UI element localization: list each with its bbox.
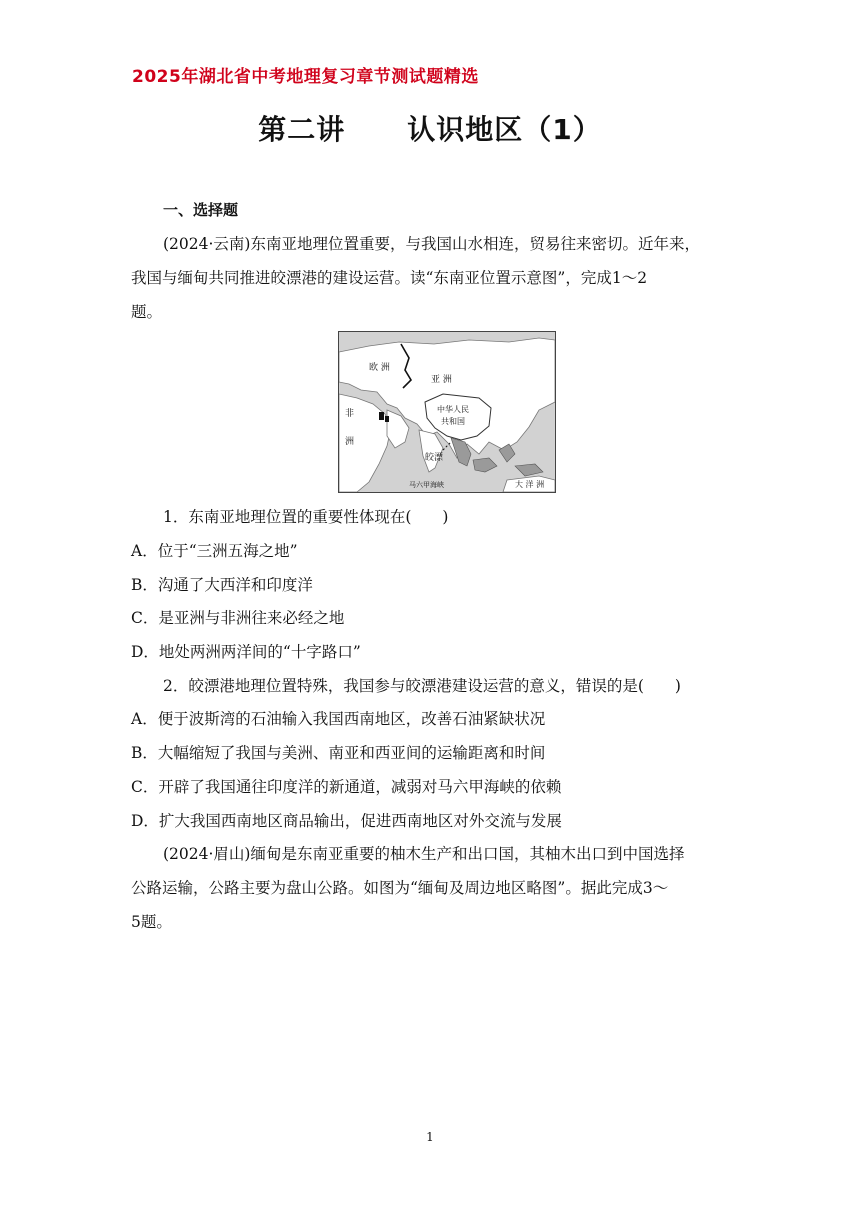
intro2-line3: 5题。 [131,913,172,931]
map-label-malacca: 马六甲海峡 [409,481,444,489]
intro1-line1: (2024·云南)东南亚地理位置重要，与我国山水相连，贸易往来密切。近年来， [163,235,700,253]
q1-option-a: A．位于“三洲五海之地” [131,542,298,560]
map-label-africa-2: 洲 [345,437,355,447]
map-label-asia: 亚 洲 [431,375,452,385]
intro1-line3: 题。 [131,303,163,321]
page-number: 1 [426,1130,434,1144]
lecture-topic: 认识地区（1） [407,113,602,146]
document-header: 2025年湖北省中考地理复习章节测试题精选 [132,67,479,87]
lecture-number: 第二讲 [258,113,346,146]
q1-option-b: B．沟通了大西洋和印度洋 [131,576,313,594]
map-label-kyaukphyu: 皎漂 [425,453,444,463]
intro2-line1: (2024·眉山)缅甸是东南亚重要的柚木生产和出口国，其柚木出口到中国选择 [163,845,685,863]
intro1-line2: 我国与缅甸共同推进皎漂港的建设运营。读“东南亚位置示意图”，完成1～2 [131,269,648,287]
q1-option-c: C．是亚洲与非洲往来必经之地 [131,609,345,627]
map-label-europe: 欧 洲 [369,363,390,373]
southeast-asia-map [338,331,556,493]
lecture-title [0,108,860,148]
intro2-line2: 公路运输，公路主要为盘山公路。如图为“缅甸及周边地区略图”。据此完成3～ [131,879,669,897]
map-label-africa-1: 非 [345,409,355,419]
map-label-china-1: 中华人民 [437,405,469,414]
q2-option-b: B．大幅缩短了我国与美洲、南亚和西亚间的运输距离和时间 [131,744,546,762]
q2-option-a: A．便于波斯湾的石油输入我国西南地区，改善石油紧缺状况 [131,710,546,728]
map-label-china-2: 共和国 [441,417,465,426]
q1-option-d: D．地处两洲两洋间的“十字路口” [131,643,361,661]
section-heading: 一、选择题 [163,201,239,219]
q2-option-d: D．扩大我国西南地区商品输出，促进西南地区对外交流与发展 [131,812,562,830]
map-graphic [339,332,555,492]
q2-stem: 2．皎漂港地理位置特殊，我国参与皎漂港建设运营的意义，错误的是( ) [163,677,681,695]
map-label-ocean: 大 洋 洲 [515,480,545,489]
q1-stem: 1．东南亚地理位置的重要性体现在( ) [163,508,449,526]
q2-option-c: C．开辟了我国通往印度洋的新通道，减弱对马六甲海峡的依赖 [131,778,562,796]
